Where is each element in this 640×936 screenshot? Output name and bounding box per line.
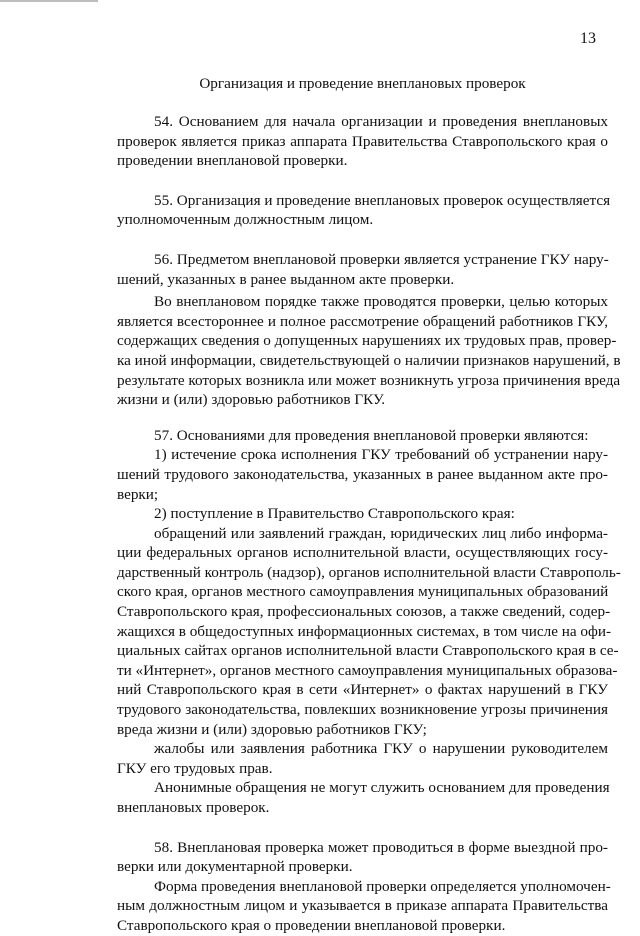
text-line: Ставропольского края о проведении внеплановой проверки.	[117, 916, 506, 934]
paragraph-57-item-2	[117, 504, 608, 524]
text-line: обращений или заявлений граждан, юридических лиц либо информа-	[154, 524, 608, 542]
text-line: трудового законодательства, повлекших возникновение угрозы причинения	[117, 701, 608, 719]
text-line: 58. Внеплановая проверка может проводиться в форме выездной про-	[154, 838, 608, 856]
text-line: результате которых возникла или может возникнуть угроза причинения вреда	[117, 371, 621, 389]
text-line: ции федеральных органов исполнительной власти, осуществляющих госу-	[117, 544, 608, 562]
text-line: Во внеплановом порядке также проводятся проверки, целью которых	[154, 293, 608, 311]
text-line: циальных сайтах органов исполнительной власти Ставропольского края в се-	[117, 642, 619, 660]
text-line: Анонимные обращения не могут служить основанием для проведения	[154, 779, 610, 797]
paragraph-57-item-2-appeals	[117, 524, 621, 740]
text-line: 1) истечение срока исполнения ГКУ требований об устранении нару-	[154, 446, 608, 464]
text-line: 57. Основаниями для проведения внеплановой проверки являются:	[154, 426, 589, 444]
paragraph-56-continued	[117, 292, 621, 410]
text-line: является всестороннее и полное рассмотрение обращений работников ГКУ,	[117, 312, 608, 330]
text-line: 2) поступление в Правительство Ставропольского края:	[154, 505, 515, 523]
text-line: проведении внеплановой проверки.	[117, 152, 348, 170]
text-line: уполномоченным должностным лицом.	[117, 211, 374, 229]
text-line: жалобы или заявления работника ГКУ о нарушении руководителем	[154, 740, 608, 758]
section-heading: Организация и проведение внеплановых проверок	[199, 75, 526, 92]
text-line: верки или документарной проверки.	[117, 858, 353, 876]
text-line: ний Ставропольского края в сети «Интернет» о фактах нарушений в ГКУ	[117, 681, 608, 699]
text-line: жизни и (или) здоровью работников ГКУ.	[117, 391, 386, 409]
text-line: вреда жизни и (или) здоровью работников ГКУ;	[117, 720, 427, 738]
paragraph-anonymous-appeals	[117, 778, 608, 817]
paragraph-58	[117, 838, 608, 877]
document-body	[117, 74, 621, 936]
text-line: внеплановых проверок.	[117, 799, 270, 816]
text-line: содержащих сведения о допущенных нарушениях их трудовых прав, провер-	[117, 332, 617, 350]
scan-edge-mark	[0, 0, 98, 2]
paragraph-57	[117, 426, 608, 446]
paragraph-56	[117, 250, 608, 289]
page-number: 13	[580, 30, 596, 47]
text-line: ти «Интернет», органов местного самоуправления муниципальных образова-	[117, 661, 618, 679]
text-line: 55. Организация и проведение внеплановых проверок осуществляется	[154, 191, 611, 209]
text-line: ГКУ его трудовых прав.	[117, 759, 273, 777]
paragraph-57-item-2-complaints	[117, 739, 608, 778]
text-line: 56. Предметом внеплановой проверки является устранение ГКУ нару-	[154, 250, 609, 268]
paragraph-57-item-1	[117, 445, 608, 504]
text-line: ского края, органов местного самоуправления муниципальных образований	[117, 583, 609, 601]
paragraph-55	[117, 191, 611, 230]
paragraph-54	[117, 112, 608, 171]
text-line: верки;	[117, 485, 159, 503]
text-line: ным должностным лицом и указывается в приказе аппарата Правительства	[117, 897, 608, 915]
text-line: шений трудового законодательства, указанных в ранее выданном акте про-	[117, 465, 608, 483]
text-line: жащихся в общедоступных информационных системах, в том числе на офи-	[117, 622, 612, 640]
text-line: Ставропольского края, профессиональных союзов, а также сведений, содер-	[117, 603, 611, 621]
paragraph-58-continued	[117, 877, 611, 936]
text-line: шений, указанных в ранее выданном акте проверки.	[117, 270, 455, 288]
text-line: проверок является приказ аппарата Правительства Ставропольского края о	[117, 132, 608, 150]
text-line: дарственный контроль (надзор), органов исполнительной власти Ставрополь-	[117, 563, 621, 581]
text-line: 54. Основанием для начала организации и проведения внеплановых	[154, 113, 608, 130]
text-line: ка иной информации, свидетельствующей о наличии признаков нарушений, в	[117, 351, 621, 369]
text-line: Форма проведения внеплановой проверки определяется уполномочен-	[154, 877, 611, 895]
